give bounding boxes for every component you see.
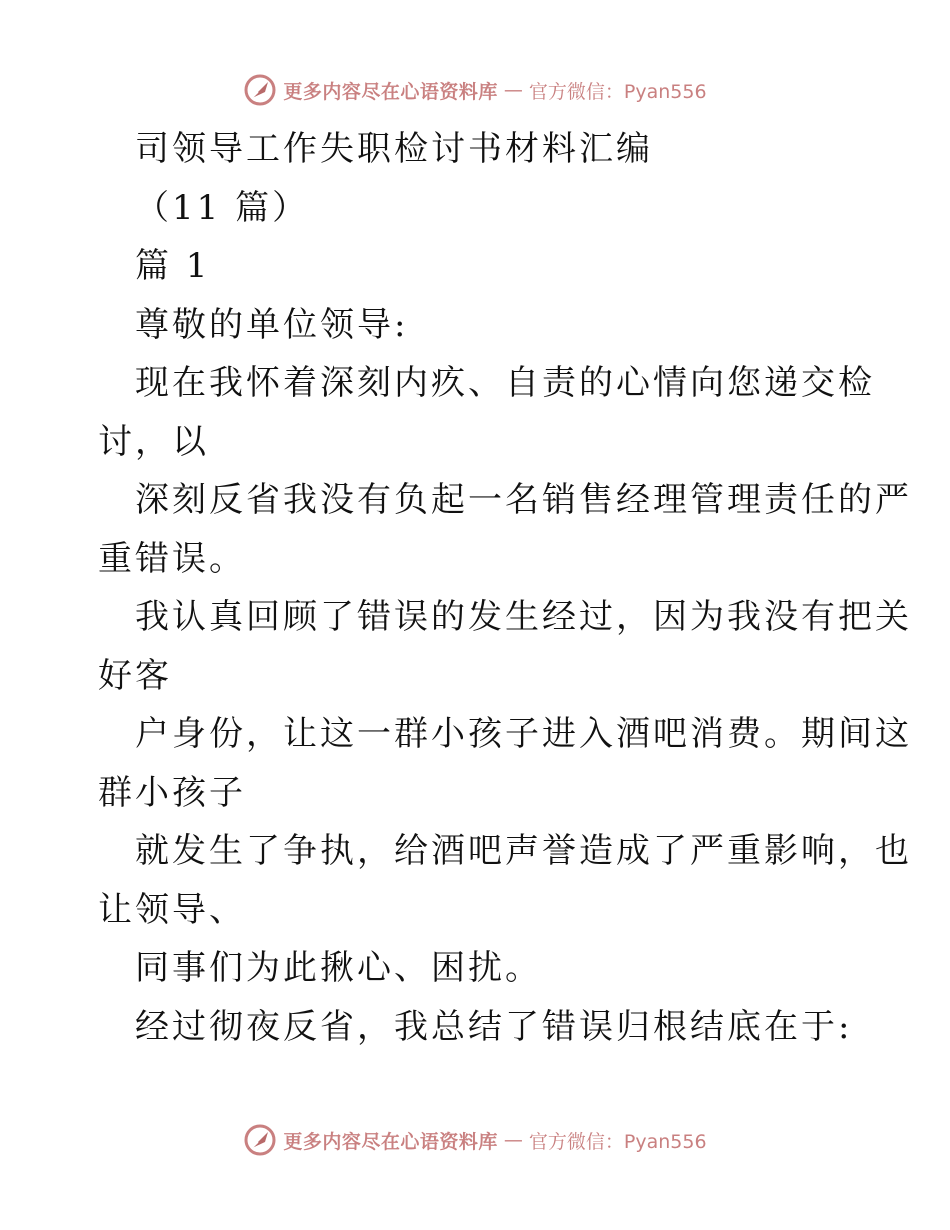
body-line: 好客 xyxy=(98,655,172,696)
body-line: 现在我怀着深刻内疚、自责的心情向您递交检 xyxy=(135,363,875,403)
body-line: 就发生了争执，给酒吧声誉造成了严重影响，也 xyxy=(135,831,912,871)
watermark-separator: — xyxy=(503,79,523,101)
document-subtitle: （11 篇） xyxy=(135,187,310,228)
body-line: 深刻反省我没有负起一名销售经理管理责任的严 xyxy=(135,480,912,520)
quill-pen-icon xyxy=(243,1123,277,1157)
header-watermark xyxy=(0,70,950,110)
body-line: 户身份，让这一群小孩子进入酒吧消费。期间这 xyxy=(135,714,912,754)
watermark-contact: 官方微信：Pyan556 xyxy=(528,80,707,103)
watermark-text: 更多内容尽在心语资料库 xyxy=(283,1130,498,1153)
watermark-contact: 官方微信：Pyan556 xyxy=(528,1130,707,1153)
document-title: 司领导工作失职检讨书材料汇编 xyxy=(135,129,653,169)
body-line: 我认真回顾了错误的发生经过，因为我没有把关 xyxy=(135,597,912,637)
body-line: 让领导、 xyxy=(98,889,246,930)
section-heading: 篇 1 xyxy=(135,246,211,286)
body-line: 重错误。 xyxy=(98,538,246,579)
body-line: 经过彻夜反省，我总结了错误归根结底在于: xyxy=(135,1006,853,1047)
body-line: 群小孩子 xyxy=(98,772,246,813)
body-line: 同事们为此揪心、困扰。 xyxy=(135,948,542,988)
watermark-separator: — xyxy=(503,1129,523,1151)
body-line: 讨，以 xyxy=(98,421,209,462)
document-body xyxy=(98,120,912,1056)
quill-pen-icon xyxy=(243,73,277,107)
salutation: 尊敬的单位领导: xyxy=(135,304,409,345)
footer-watermark xyxy=(0,1120,950,1160)
watermark-text: 更多内容尽在心语资料库 xyxy=(283,80,498,103)
